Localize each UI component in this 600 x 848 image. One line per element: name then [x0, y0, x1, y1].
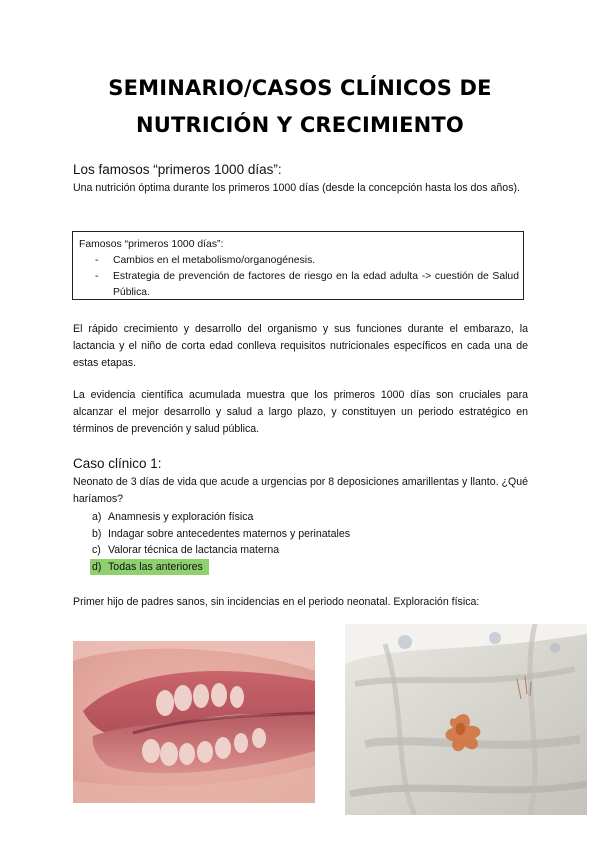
- info-box: Famosos “primeros 1000 días”: - Cambios en el metabolismo/organogénesis. - Estrategia de prevención de factores de riesgo en la edad adulta -> cuestión de Salud Pública.: [72, 231, 524, 300]
- section-heading-1000-days: Los famosos “primeros 1000 días”:: [73, 162, 282, 177]
- option-letter: d): [92, 561, 102, 573]
- exam-text: Primer hijo de padres sanos, sin incidencias en el periodo neonatal. Exploración física:: [73, 596, 480, 608]
- option-letter: a): [92, 511, 102, 523]
- info-box-title: Famosos “primeros 1000 días”:: [79, 239, 224, 250]
- case-heading: Caso clínico 1:: [73, 456, 162, 471]
- page-title-line2: NUTRICIÓN Y CRECIMIENTO: [136, 113, 464, 137]
- info-box-item-text: Cambios en el metabolismo/organogénesis.: [113, 255, 316, 266]
- baby-lips-photo: [73, 641, 315, 803]
- page-title-line1: SEMINARIO/CASOS CLÍNICOS DE: [108, 76, 492, 100]
- paragraph-evidence: La evidencia científica acumulada muestra que los primeros 1000 días son cruciales para alcanzar el mejor desarrollo y salud a largo plazo, y constituyen un periodo estratégico en términos de prevención y salud pública.: [73, 389, 528, 435]
- option-text: Anamnesis y exploración física: [108, 511, 254, 523]
- baby-lips-image: [73, 641, 315, 803]
- info-box-item-text: Estrategia de prevención de factores de riesgo en la edad adulta -> cuestión de Salud Pública.: [113, 271, 519, 298]
- diaper-image: [345, 624, 587, 815]
- section-text-1000-days: Una nutrición óptima durante los primeros 1000 días (desde la concepción hasta los dos años).: [73, 182, 520, 194]
- option-text: Valorar técnica de lactancia materna: [108, 544, 280, 556]
- paragraph-growth: El rápido crecimiento y desarrollo del organismo y sus funciones durante el embarazo, la lactancia y el niño de corta edad conlleva requisitos nutricionales específicos en cada una de estas etapas.: [73, 323, 528, 369]
- diaper-photo: [345, 624, 587, 815]
- option-letter: c): [92, 544, 101, 556]
- option-letter: b): [92, 528, 102, 540]
- option-text-answer: Todas las anteriores: [108, 561, 203, 573]
- case-question: Neonato de 3 días de vida que acude a urgencias por 8 deposiciones amarillentas y llanto. ¿Qué haríamos?: [73, 476, 528, 505]
- option-text: Indagar sobre antecedentes maternos y perinatales: [108, 528, 351, 540]
